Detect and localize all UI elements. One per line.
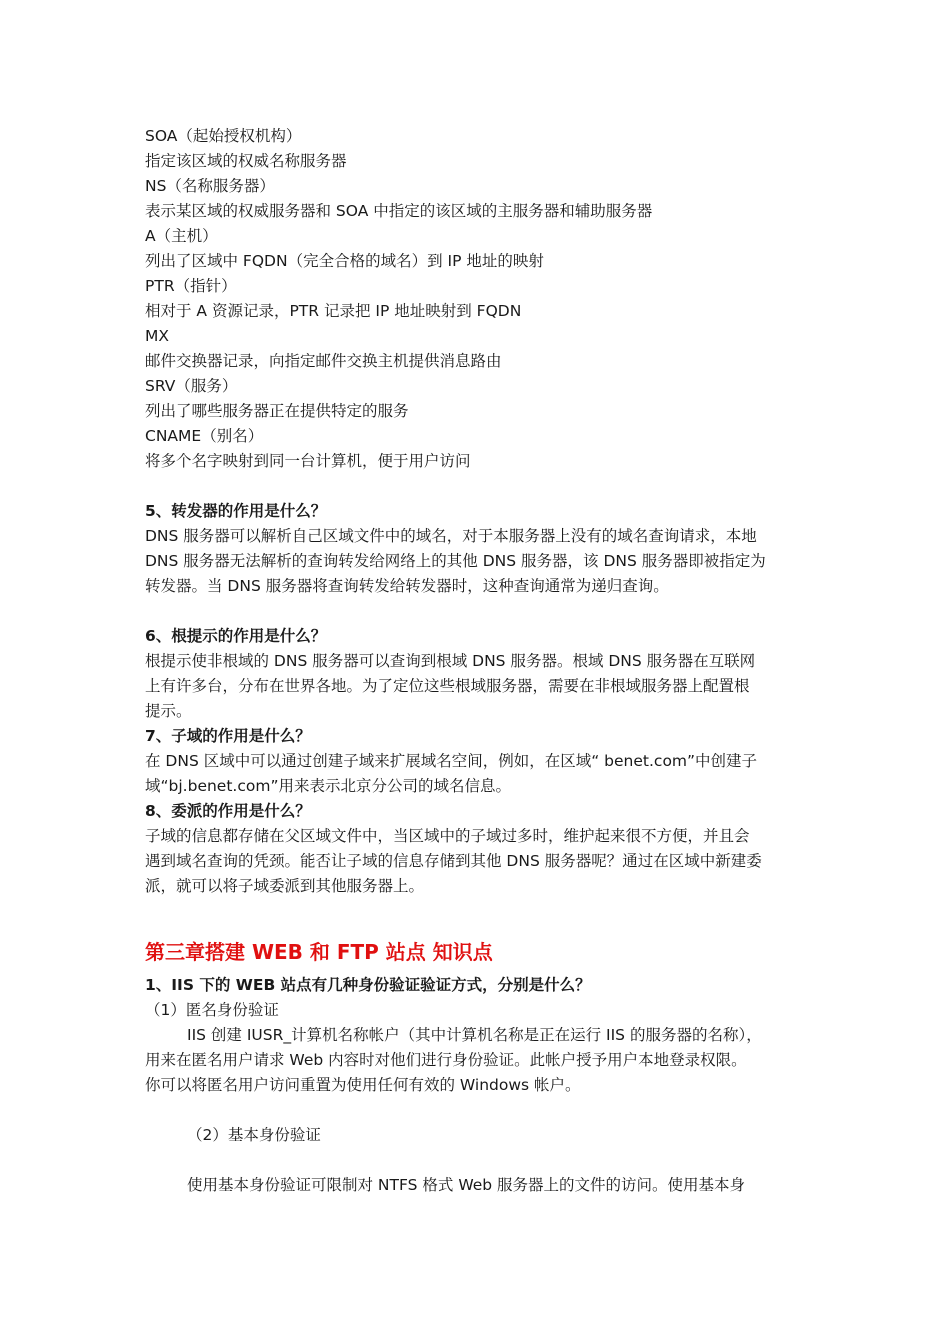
question-6-line: 上有许多台，分布在世界各地。为了定位这些根域服务器，需要在非根域服务器上配置根: [145, 677, 750, 695]
record-desc-ptr: 相对于 A 资源记录，PTR 记录把 IP 地址映射到 FQDN: [145, 302, 522, 320]
question-8: [145, 799, 815, 899]
record-name-ptr: PTR（指针）: [145, 277, 237, 295]
record-name-cname: CNAME（别名）: [145, 427, 264, 445]
spacer: [145, 474, 815, 499]
question-8-line: 遇到域名查询的凭颈。能否让子域的信息存储到其他 DNS 服务器呢？通过在区域中新建委: [145, 852, 762, 870]
record-desc-a: 列出了区域中 FQDN（完全合格的域名）到 IP 地址的映射: [145, 252, 544, 270]
record-name-mx: MX: [145, 327, 169, 345]
dns-record-list: [145, 124, 815, 474]
question-7: [145, 724, 815, 799]
question-6-title: 6、根提示的作用是什么？: [145, 627, 327, 645]
question-8-line: 子域的信息都存储在父区域文件中，当区域中的子域过多时，维护起来很不方便，并且会: [145, 827, 750, 845]
auth-method-line: IIS 创建 IUSR_计算机名称帐户（其中计算机名称是正在运行 IIS 的服务器的名称），: [187, 1026, 762, 1044]
record-desc-mx: 邮件交换器记录，向指定邮件交换主机提供消息路由: [145, 352, 502, 370]
question-5-line: 转发器。当 DNS 服务器将查询转发给转发器时，这种查询通常为递归查询。: [145, 577, 669, 595]
record-name-a: A（主机）: [145, 227, 218, 245]
question-1-title: 1、IIS 下的 WEB 站点有几种身份验证验证方式，分别是什么？: [145, 976, 591, 994]
question-5-line: DNS 服务器无法解析的查询转发给网络上的其他 DNS 服务器，该 DNS 服务器即被指定为: [145, 552, 766, 570]
auth-method-line: 用来在匿名用户请求 Web 内容时对他们进行身份验证。此帐户授予用户本地登录权限。: [145, 1051, 747, 1069]
auth-method-line: 你可以将匿名用户访问重置为使用任何有效的 Windows 帐户。: [145, 1076, 581, 1094]
question-7-line: 在 DNS 区域中可以通过创建子域来扩展域名空间，例如，在区域“ benet.com”中创建子: [145, 752, 758, 770]
spacer: [145, 1098, 815, 1123]
chapter-3-question-1: [145, 973, 815, 1198]
question-6: [145, 624, 815, 724]
record-desc-soa: 指定该区域的权威名称服务器: [145, 152, 347, 170]
question-7-title: 7、子域的作用是什么？: [145, 727, 311, 745]
auth-method-heading: （2）基本身份验证: [187, 1126, 321, 1144]
question-5-line: DNS 服务器可以解析自己区域文件中的域名，对于本服务器上没有的域名查询请求，本地: [145, 527, 757, 545]
record-name-soa: SOA（起始授权机构）: [145, 127, 302, 145]
document-page: [145, 124, 815, 1198]
record-name-ns: NS（名称服务器）: [145, 177, 275, 195]
chapter-heading: 第三章搭建 WEB 和 FTP 站点 知识点: [145, 940, 493, 964]
question-8-title: 8、委派的作用是什么？: [145, 802, 311, 820]
question-7-line: 域“bj.benet.com”用来表示北京分公司的域名信息。: [145, 777, 511, 795]
auth-method-heading: （1）匿名身份验证: [145, 1001, 279, 1019]
auth-method-line: 使用基本身份验证可限制对 NTFS 格式 Web 服务器上的文件的访问。使用基本身: [187, 1176, 746, 1194]
spacer: [145, 599, 815, 624]
question-5: [145, 499, 815, 599]
question-6-line: 根提示使非根域的 DNS 服务器可以查询到根域 DNS 服务器。根域 DNS 服务器在互联网: [145, 652, 756, 670]
question-5-title: 5、转发器的作用是什么？: [145, 502, 327, 520]
record-desc-srv: 列出了哪些服务器正在提供特定的服务: [145, 402, 409, 420]
record-desc-cname: 将多个名字映射到同一台计算机，便于用户访问: [145, 452, 471, 470]
question-6-line: 提示。: [145, 702, 192, 720]
question-8-line: 派，就可以将子域委派到其他服务器上。: [145, 877, 425, 895]
record-name-srv: SRV（服务）: [145, 377, 238, 395]
record-desc-ns: 表示某区域的权威服务器和 SOA 中指定的该区域的主服务器和辅助服务器: [145, 202, 653, 220]
spacer: [145, 1148, 815, 1173]
